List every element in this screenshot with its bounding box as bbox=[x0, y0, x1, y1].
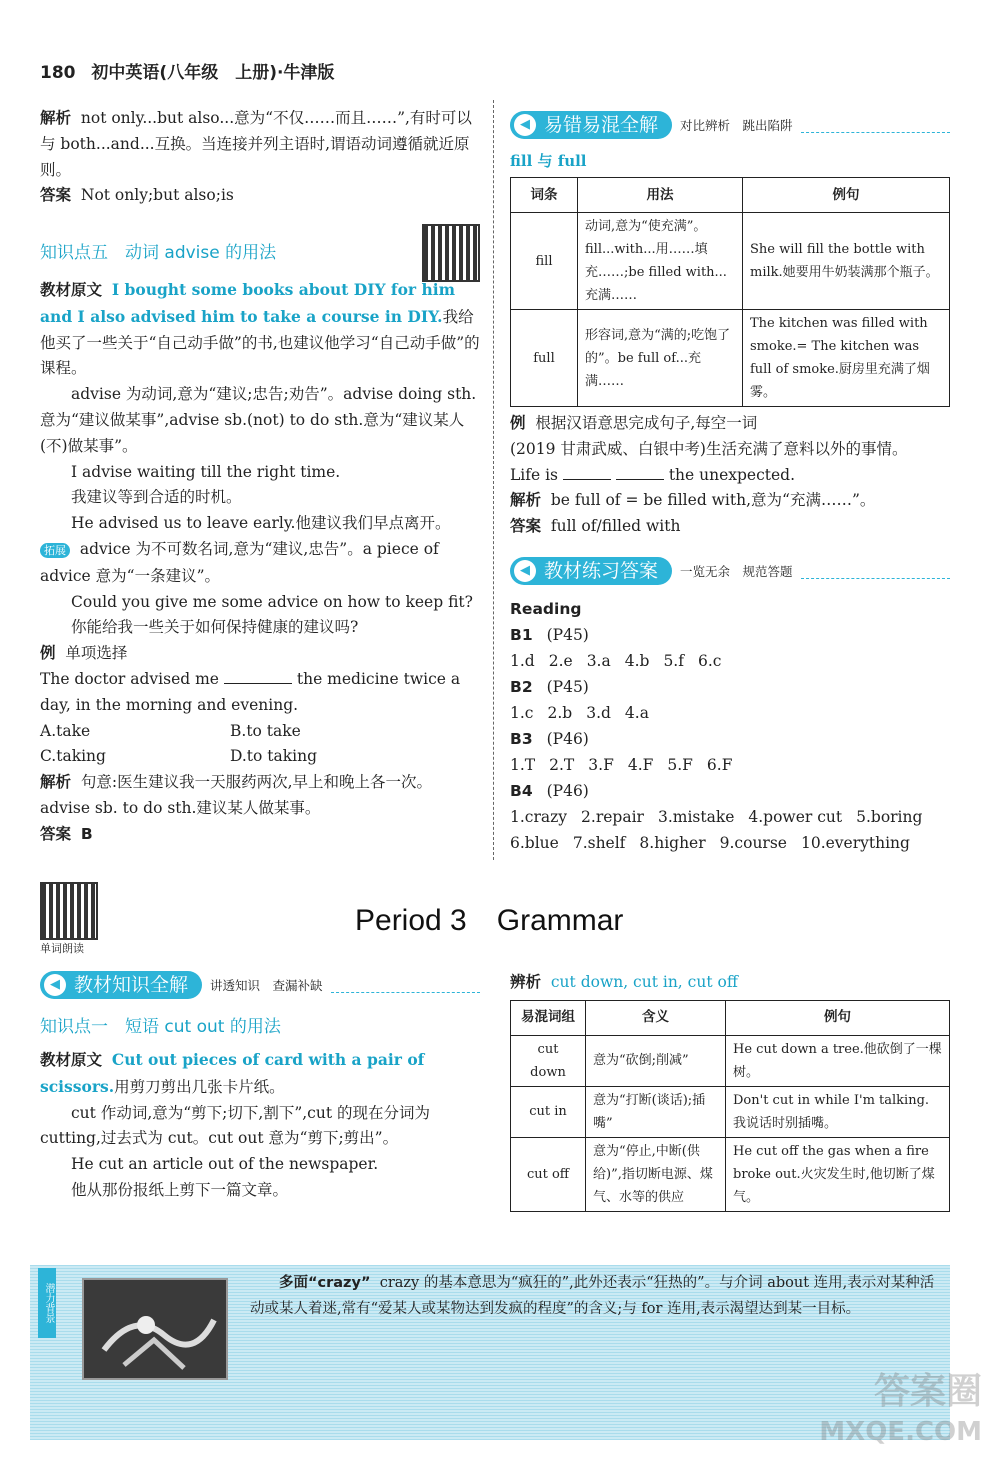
options-grid bbox=[40, 719, 480, 771]
watermark bbox=[819, 1372, 982, 1452]
speaker-icon: ◀ bbox=[514, 114, 536, 136]
kp1-example-cn: 他从那份报纸上剪下一篇文章。 bbox=[71, 1180, 289, 1199]
cell-example: The kitchen was filled with smoke.= The kitchen was full of smoke.厨房里充满了烟雾。 bbox=[743, 310, 950, 407]
group-id: B3 bbox=[510, 730, 533, 748]
right-bottom-section bbox=[510, 970, 950, 1212]
cell-word: full bbox=[511, 310, 578, 407]
book-title: 初中英语(八年级 上册)·牛津版 bbox=[91, 63, 335, 83]
answer-item: 2.T bbox=[549, 756, 575, 774]
answer-item: 10.everything bbox=[800, 834, 910, 852]
answer-item: 4.a bbox=[624, 704, 649, 722]
answer-item: 7.shelf bbox=[572, 834, 626, 852]
answer-group-heading bbox=[510, 674, 950, 700]
banner-tail: 一览无余 规范答题 bbox=[680, 564, 793, 579]
left-bottom-section bbox=[40, 970, 480, 1204]
answer-item: 2.b bbox=[547, 704, 573, 722]
option-c[interactable]: C.taking bbox=[40, 747, 106, 766]
cell-phrase: cut off bbox=[511, 1137, 586, 1211]
answer-items bbox=[510, 700, 950, 726]
answer-item: 2.repair bbox=[581, 808, 644, 826]
table-row bbox=[511, 1035, 950, 1086]
answer-item: 4.F bbox=[627, 756, 654, 774]
cell-phrase: cut down bbox=[511, 1035, 586, 1086]
dancer-illustration bbox=[84, 1280, 226, 1378]
orig-cn: 用剪刀剪出几张卡片纸。 bbox=[114, 1077, 285, 1096]
cell-meaning: 意为“砍倒;削减” bbox=[586, 1035, 726, 1086]
kp1-title: 知识点一 短语 cut out 的用法 bbox=[40, 1017, 281, 1037]
example-source: (2019 甘肃武威、白银中考)生活充满了意料以外的事情。 bbox=[510, 439, 908, 458]
answer-item: 1.crazy bbox=[510, 808, 568, 826]
group-page: (P45) bbox=[546, 626, 589, 644]
analysis-label: 解析 bbox=[40, 773, 72, 792]
banner-title: 易错易混全解 bbox=[544, 114, 659, 136]
banner-tail: 讲透知识 查漏补缺 bbox=[210, 978, 323, 993]
orig-en: I bought some books about DIY for him and I also advised him to take a course in DIY. bbox=[40, 280, 456, 326]
kp5-example3-cn: 你能给我一些关于如何保持健康的建议吗? bbox=[71, 618, 359, 637]
analysis-label: 解析 bbox=[40, 109, 72, 127]
banner-title: 教材知识全解 bbox=[74, 974, 189, 996]
answer-items bbox=[510, 752, 950, 778]
analysis-text: be full of = be filled with,意为“充满……”。 bbox=[550, 491, 876, 510]
distinguish-label: 辨析 bbox=[510, 973, 542, 991]
answer-item: 8.higher bbox=[639, 834, 706, 852]
cell-example: He cut off the gas when a fire broke out.火灾发生时,他切断了煤气。 bbox=[726, 1137, 950, 1211]
group-page: (P46) bbox=[546, 730, 589, 748]
subtitle: fill 与 full bbox=[510, 152, 587, 170]
answer-text: Not only;but also;is bbox=[80, 186, 234, 205]
answer-group-heading bbox=[510, 622, 950, 648]
answer-label: 答案 bbox=[40, 824, 72, 843]
orig-en: Cut out pieces of card with a pair of scissors. bbox=[40, 1050, 425, 1096]
answer-item: 3.F bbox=[588, 756, 614, 774]
kp5-example2: He advised us to leave early.他建议我们早点离开。 bbox=[71, 514, 451, 533]
speaker-icon: ◀ bbox=[44, 974, 66, 996]
table-header: 用法 bbox=[578, 178, 743, 213]
table-header: 例句 bbox=[726, 1000, 950, 1035]
answer-item: 5.boring bbox=[856, 808, 923, 826]
cell-phrase: cut in bbox=[511, 1086, 586, 1137]
table-header: 含义 bbox=[586, 1000, 726, 1035]
cell-example: She will fill the bottle with milk.她要用牛奶装满那个瓶子。 bbox=[743, 213, 950, 310]
period-title: Period 3 Grammar bbox=[355, 904, 624, 937]
answer-item: 4.power cut bbox=[748, 808, 843, 826]
question-after: the medicine twice a day, in the morning and evening. bbox=[40, 669, 461, 714]
group-id: B1 bbox=[510, 626, 533, 644]
qr-label: 单词朗读 bbox=[40, 942, 84, 955]
question-before: Life is bbox=[510, 465, 558, 484]
qr-code-icon[interactable] bbox=[40, 882, 98, 940]
example-label: 例 bbox=[510, 414, 526, 432]
cell-meaning: 意为“打断(谈话);插嘴” bbox=[586, 1086, 726, 1137]
answer-group-heading bbox=[510, 726, 950, 752]
analysis-text: not only...but also...意为“不仅……而且……”,有时可以与 both...and...互换。当连接并列主语时,谓语动词遵循就近原则。 bbox=[40, 109, 472, 179]
answer-group-heading bbox=[510, 778, 950, 804]
column-divider bbox=[493, 100, 494, 860]
answer-item: 6.F bbox=[706, 756, 733, 774]
answer-item: 9.course bbox=[719, 834, 787, 852]
kp5-title: 知识点五 动词 advise 的用法 bbox=[40, 243, 277, 263]
kp5-explanation: advise 为动词,意为“建议;忠告;劝告”。advise doing sth.意为“建议做某事”,advise sb.(not) to do sth.意为“建议某人(不)做某事”。 bbox=[40, 385, 477, 455]
answer-blank[interactable] bbox=[616, 479, 664, 480]
cell-meaning: 意为“停止,中断(供给)”,指切断电源、煤气、水等的供应 bbox=[586, 1137, 726, 1211]
answer-item: 1.T bbox=[510, 756, 536, 774]
option-a[interactable]: A.take bbox=[40, 721, 91, 740]
group-id: B2 bbox=[510, 678, 533, 696]
table-row bbox=[511, 310, 950, 407]
answer-blank[interactable] bbox=[563, 479, 611, 480]
banner-answers bbox=[510, 556, 950, 586]
answer-blank[interactable] bbox=[224, 683, 292, 684]
example-label: 例 bbox=[40, 644, 56, 663]
question-before: The doctor advised me bbox=[40, 669, 219, 688]
group-page: (P45) bbox=[546, 678, 589, 696]
answer-item: 5.F bbox=[667, 756, 693, 774]
kp5-example3-en: Could you give me some advice on how to keep fit? bbox=[71, 592, 473, 611]
knowledge-point-5 bbox=[40, 238, 480, 848]
orig-cn: 我给他买了一些关于“自己动手做”的书,也建议他学习“自己动手做”的课程。 bbox=[40, 307, 480, 378]
table-header: 词条 bbox=[511, 178, 578, 213]
banner-knowledge bbox=[40, 970, 480, 1000]
orig-label: 教材原文 bbox=[40, 1051, 103, 1069]
answer-items bbox=[510, 648, 950, 674]
example-instruction: 根据汉语意思完成句子,每空一词 bbox=[535, 414, 758, 432]
fill-full-table bbox=[510, 177, 950, 407]
orig-label: 教材原文 bbox=[40, 281, 103, 299]
watermark-line2: MXQE.COM bbox=[819, 1417, 982, 1447]
extension-text: advice 为不可数名词,意为“建议,忠告”。a piece of advice 意为“一条建议”。 bbox=[40, 539, 439, 585]
table-row bbox=[511, 1137, 950, 1211]
answer-item: 2.e bbox=[548, 652, 573, 670]
box-title: 多面“crazy” bbox=[279, 1275, 371, 1291]
distinguish-text: cut down, cut in, cut off bbox=[550, 973, 738, 991]
kp1-example-en: He cut an article out of the newspaper. bbox=[71, 1155, 379, 1174]
table-header: 例句 bbox=[743, 178, 950, 213]
table-header: 易混词组 bbox=[511, 1000, 586, 1035]
answer-text: B bbox=[80, 824, 93, 843]
right-top-section bbox=[510, 110, 950, 540]
cell-word: fill bbox=[511, 213, 578, 310]
answers-section bbox=[510, 556, 950, 856]
group-id: B4 bbox=[510, 782, 533, 800]
option-b[interactable]: B.to take bbox=[230, 721, 301, 740]
answer-label: 答案 bbox=[510, 517, 542, 536]
kp1-explanation: cut 作动词,意为“剪下;切下,割下”,cut 的现在分词为 cutting,过去式为 cut。cut out 意为“剪下;剪出”。 bbox=[40, 1103, 430, 1148]
watermark-line1: 答案圈 bbox=[873, 1371, 982, 1412]
answer-text: full of/filled with bbox=[550, 517, 681, 536]
box-text: crazy 的基本意思为“疯狂的”,此外还表示“狂热的”。与介词 about 连用,表示对某种活动或某人着迷,常有“爱某人或某物达到发疯的程度”的含义;与 for 连用,表示渴望达到某一目标。 bbox=[250, 1275, 935, 1317]
side-tab: 潜力背景 bbox=[38, 1268, 56, 1338]
analysis-label: 解析 bbox=[510, 491, 542, 510]
answer-item: 3.d bbox=[586, 704, 611, 722]
cell-example: He cut down a tree.他砍倒了一棵树。 bbox=[726, 1035, 950, 1086]
question-after: the unexpected. bbox=[668, 465, 796, 484]
cell-example: Don't cut in while I'm talking.我说话时别插嘴。 bbox=[726, 1086, 950, 1137]
answer-item: 1.d bbox=[510, 652, 535, 670]
option-d[interactable]: D.to taking bbox=[230, 747, 318, 766]
page-header bbox=[40, 58, 334, 83]
analysis-text: 句意:医生建议我一天服药两次,早上和晚上各一次。advise sb. to do sth.建议某人做某事。 bbox=[40, 773, 433, 817]
group-page: (P46) bbox=[546, 782, 589, 800]
cell-usage: 形容词,意为“满的;吃饱了的”。be full of...充满…… bbox=[578, 310, 743, 407]
left-top-section bbox=[40, 106, 480, 209]
reading-heading: Reading bbox=[510, 600, 582, 618]
kp5-example1-cn: 我建议等到合适的时机。 bbox=[71, 488, 242, 507]
example-instruction: 单项选择 bbox=[65, 644, 128, 663]
box-text-block bbox=[250, 1270, 940, 1322]
extension-badge: 拓展 bbox=[40, 543, 70, 558]
answer-item: 4.b bbox=[624, 652, 650, 670]
answer-items bbox=[510, 804, 950, 856]
page-number: 180 bbox=[40, 63, 76, 83]
answer-item: 5.f bbox=[663, 652, 684, 670]
banner-tail: 对比辨析 跳出陷阱 bbox=[680, 118, 793, 133]
table-row bbox=[511, 213, 950, 310]
table-row bbox=[511, 1086, 950, 1137]
speaker-icon: ◀ bbox=[514, 560, 536, 582]
answer-item: 1.c bbox=[510, 704, 534, 722]
answer-item: 6.blue bbox=[510, 834, 559, 852]
illustration-image bbox=[82, 1278, 228, 1380]
answer-item: 3.mistake bbox=[657, 808, 735, 826]
answer-item: 6.c bbox=[697, 652, 722, 670]
cut-phrases-table bbox=[510, 1000, 950, 1212]
answer-label: 答案 bbox=[40, 186, 72, 205]
kp5-example1-en: I advise waiting till the right time. bbox=[71, 462, 341, 481]
answer-item: 3.a bbox=[586, 652, 611, 670]
cell-usage: 动词,意为“使充满”。fill...with...用……填充……;be filled with...充满…… bbox=[578, 213, 743, 310]
banner-title: 教材练习答案 bbox=[544, 560, 659, 582]
banner-confusion bbox=[510, 110, 950, 140]
